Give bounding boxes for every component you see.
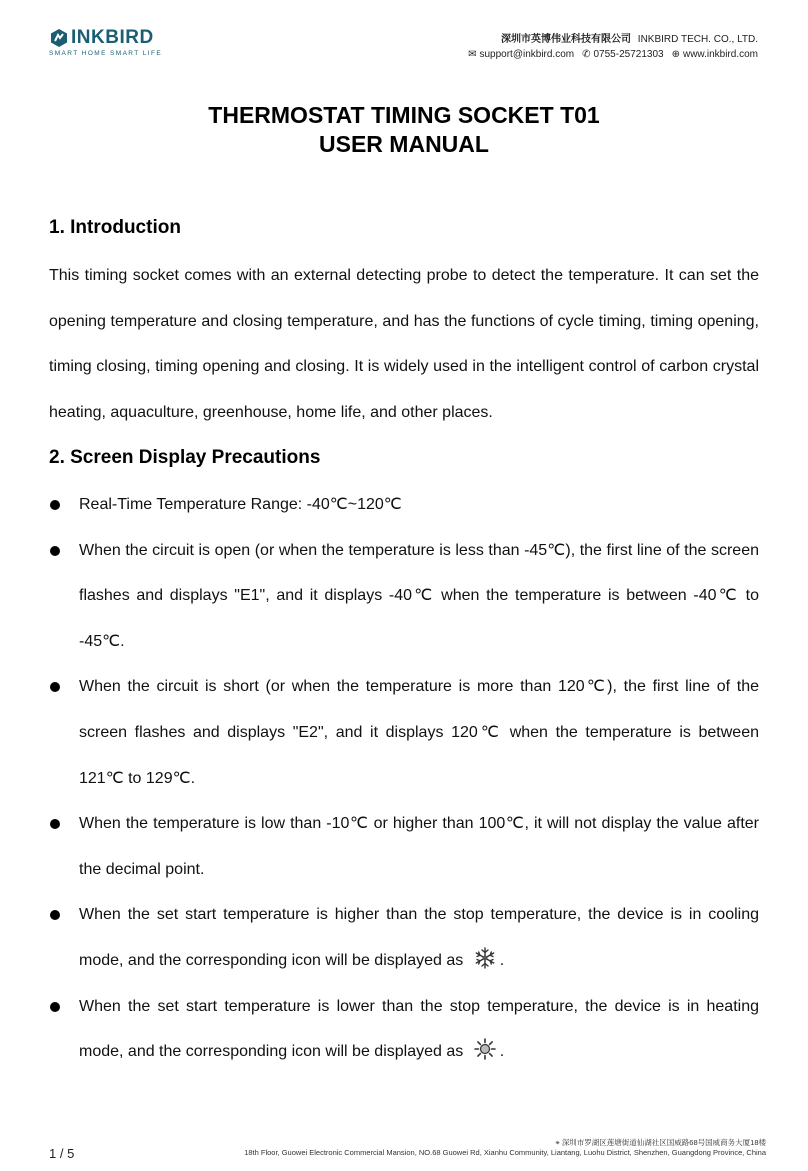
brand-tagline: SMART HOME SMART LIFE [49, 50, 163, 57]
mail-icon: ✉ [468, 48, 477, 60]
support-email[interactable]: support@inkbird.com [479, 49, 575, 60]
bullet-text: Real-Time Temperature Range: -40℃~120℃ [79, 496, 402, 513]
sun-icon [474, 1038, 496, 1060]
snowflake-icon [474, 947, 496, 969]
page-title [0, 101, 808, 159]
bullet-text: When the circuit is open (or when the temperature is less than -45℃), the first line of the screen flashes and displays "E1", and it displays -40℃ when the temperature is between -40℃ to -45℃. [79, 541, 759, 650]
list-item [49, 892, 759, 983]
title-line-1: THERMOSTAT TIMING SOCKET T01 [208, 102, 600, 128]
bullet-icon [50, 819, 60, 829]
phone-icon: ✆ [582, 48, 591, 60]
inkbird-logo-icon [49, 28, 69, 48]
title-line-2: USER MANUAL [319, 131, 489, 157]
support-phone[interactable]: 0755-25721303 [593, 49, 664, 60]
company-name-en: INKBIRD TECH. CO., LTD. [637, 34, 758, 45]
list-item [49, 528, 759, 665]
page-number: 1 / 5 [49, 1146, 75, 1161]
list-item [49, 664, 759, 801]
list-item [49, 801, 759, 892]
address-en: 18th Floor, Guowei Electronic Commercial Mansion, NO.68 Guowei Rd, Xianhu Community, Liantang, Luohu District, Shenzhen, Guangdong Province, China [244, 1148, 766, 1157]
display-heading: 2. Screen Display Precautions [49, 447, 321, 468]
company-name-cn: 深圳市英博伟业科技有限公司 [501, 34, 632, 45]
bullet-text: When the set start temperature is higher than the stop temperature, the device is in cooling mode, and the corresponding icon will be displayed as [79, 906, 759, 969]
address-cn: 深圳市罗湖区莲塘街道仙湖社区国威路68号国威商务大厦18楼 [561, 1138, 766, 1147]
globe-icon: ⊕ [671, 48, 680, 60]
intro-heading: 1. Introduction [49, 217, 181, 238]
bullet-suffix: . [499, 951, 505, 969]
bullet-text: When the set start temperature is lower than the stop temperature, the device is in heating mode, and the corresponding icon will be displayed as [79, 997, 759, 1061]
bullet-icon [50, 682, 60, 692]
bullet-icon [50, 910, 60, 920]
list-item [49, 482, 759, 528]
precautions-list [49, 482, 759, 1075]
location-icon: ⌖ [555, 1138, 562, 1147]
list-item [49, 984, 759, 1075]
brand-logo [49, 26, 169, 58]
footer-address [244, 1138, 766, 1158]
company-info [468, 30, 758, 60]
intro-paragraph: This timing socket comes with an external detecting probe to detect the temperature. It can set the opening temperature and closing temperature, and has the functions of cycle timing, timing opening, timing closing, timing opening and closing. It is widely used in the intelligent control of carbon crystal heating, aquaculture, greenhouse, home life, and other places. [49, 267, 759, 421]
bullet-icon [50, 546, 60, 556]
brand-name: INKBIRD [71, 27, 154, 48]
bullet-text: When the circuit is short (or when the temperature is more than 120℃), the first line of the screen flashes and displays "E2", and it displays 120℃ when the temperature is between 121℃ to 129℃. [79, 678, 759, 787]
website-link[interactable]: www.inkbird.com [682, 49, 758, 60]
bullet-text: When the temperature is low than -10℃ or higher than 100℃, it will not display the value after the decimal point. [79, 815, 759, 878]
bullet-icon [50, 1002, 60, 1012]
bullet-suffix: . [499, 1043, 505, 1061]
bullet-icon [50, 500, 60, 510]
